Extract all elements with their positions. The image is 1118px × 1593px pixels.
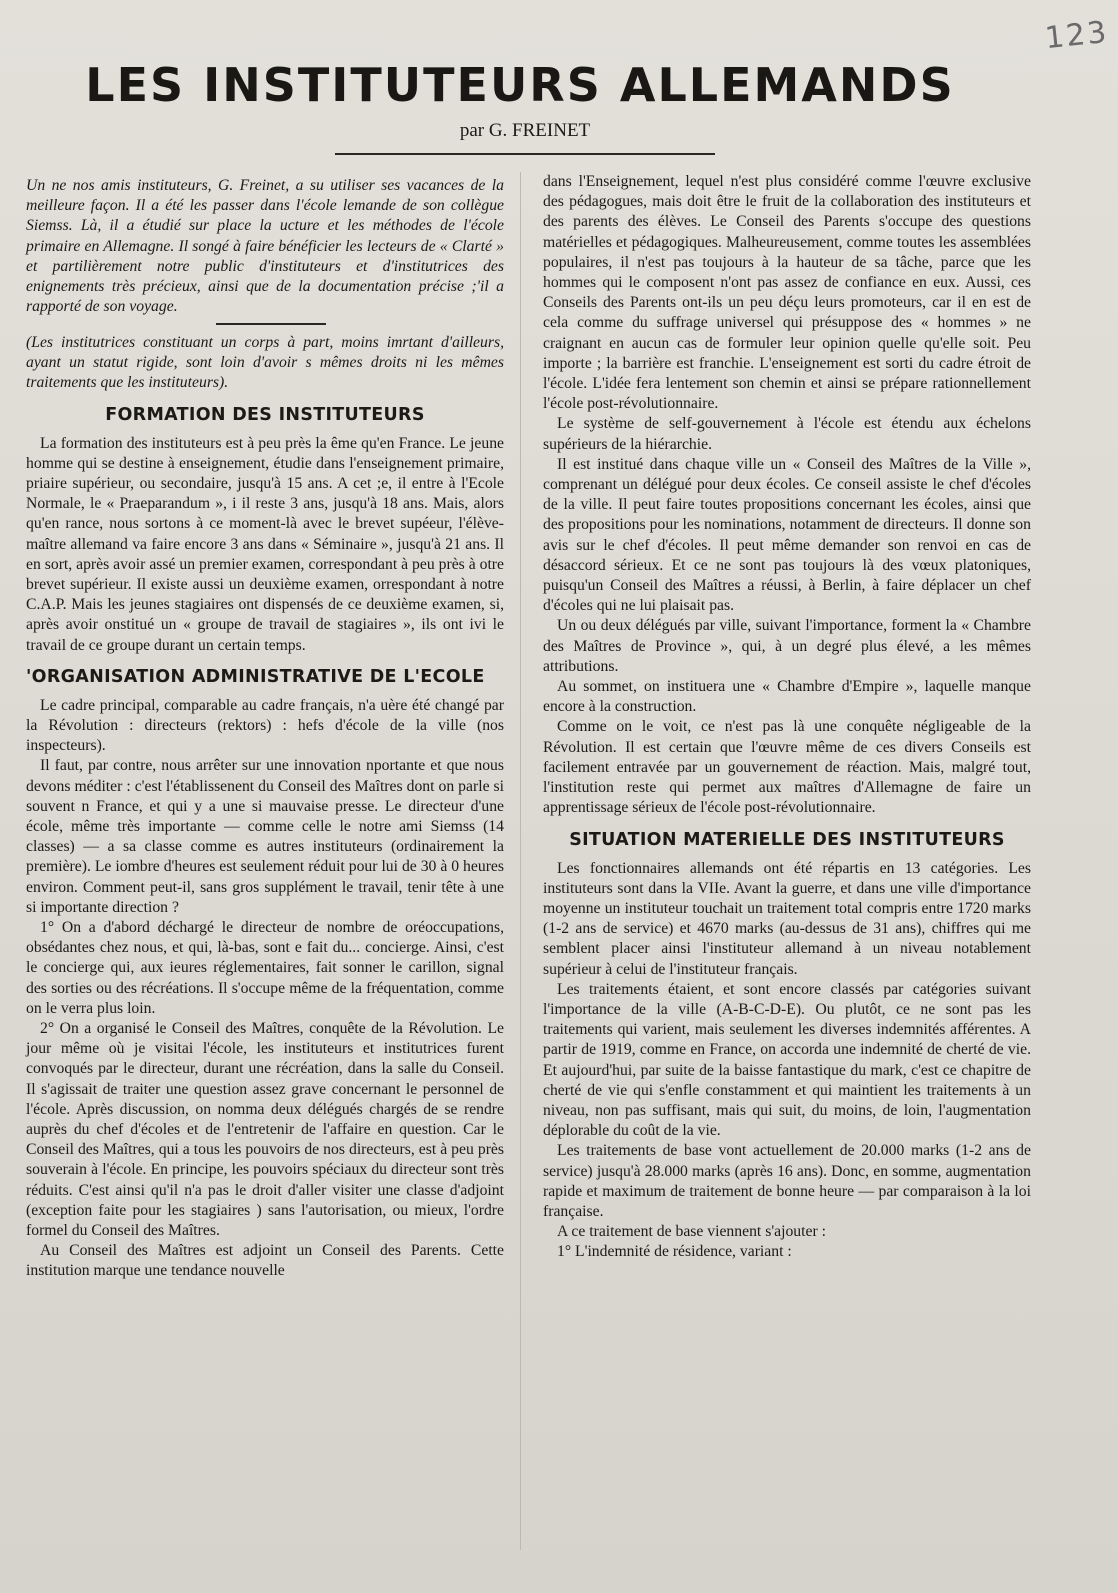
body-paragraph: Les fonctionnaires allemands ont été répartis en 13 catégories. Les instituteurs sont dans la VIIe. Avant la guerre, et dans une ville d'importance moyenne un instituteur touchait un traitement total compris entre 1720 marks (1-2 ans de service) et 4670 marks (au-dessus de 31 ans), chiffres qui me semblent placer ainsi l'instituteur allemand à un niveau notablement supérieur à celui de l'instituteur français. (543, 859, 1031, 978)
section-heading-formation: FORMATION DES INSTITUTEURS (105, 404, 425, 425)
intro-rule (216, 323, 326, 325)
byline-rule (335, 153, 715, 155)
body-paragraph: Au sommet, on instituera une « Chambre d'Empire », laquelle manque encore à la construction. (543, 678, 1031, 716)
body-paragraph: A ce traitement de base viennent s'ajouter : (557, 1223, 826, 1241)
intro-paragraph: Un ne nos amis instituteurs, G. Freinet, a su utiliser ses vacances de la meilleure façon. Il a été les passer dans l'école lemande de son collègue Siemss. Là, il a étudié sur place la ucture et les méthodes de l'école primaire en Allemagne. Il songé à faire bénéficier les lecteurs de « Clarté » et partilièrement notre public d'instituteurs et d'institutrices des enignements très précieux, ainsi que de la documentation précise ;'il a rapporté de son voyage. (26, 177, 504, 316)
body-paragraph: Les traitements de base vont actuellement de 20.000 marks (1-2 ans de service) jusqu'à 28.000 marks (après 16 ans). Donc, en somme, augmentation rapide et maximum de traitement de bonne heure — par comparaison à la loi française. (543, 1142, 1031, 1220)
body-paragraph: Il est institué dans chaque ville un « Conseil des Maîtres de la Ville », comprenant un délégué pour deux écoles. Ce conseil assiste le chef d'écoles de la ville. Il peut faire toutes propositions concernant les écoles, ainsi que des propositions pour les nominations, notamment de directeurs. Il donne son avis sur le chef d'écoles. Il peut même demander son renvoi en cas de désaccord sérieux. Et ce ne sont pas toujours là des vœux platoniques, puisqu'un Conseil des Maîtres a réussi, à Berlin, à faire déplacer un chef d'écoles qui ne lui plaisait pas. (543, 455, 1031, 615)
body-paragraph: 1° On a d'abord déchargé le directeur de nombre de oréoccupations, obsédantes chez nous, et qui, là-bas, sont e fait du... concierge. Ainsi, c'est le concierge qui, aux ieures réglementaires, fait sonner le carillon, signal des sorties ou des récréations. Il s'occupe même de la fréquentation, comme on le verra plus loin. (26, 919, 504, 1017)
body-paragraph: Un ou deux délégués par ville, suivant l'importance, forment la « Chambre des Maîtres de Province », qui, à un degré plus élevé, a les mêmes attributions. (543, 617, 1031, 675)
intro-note (26, 176, 504, 394)
right-column (543, 172, 1031, 1263)
intro-paragraph: (Les institutrices constituant un corps à part, moins imrtant d'ailleurs, ayant un statut rigide, sont loin d'avoir s mêmes droits ni les mêmes traitements que les instituteurs). (26, 333, 504, 392)
body-paragraph: 1° L'indemnité de résidence, variant : (557, 1243, 792, 1261)
body-paragraph: Au Conseil des Maîtres est adjoint un Conseil des Parents. Cette institution marque une tendance nouvelle (26, 1242, 504, 1280)
body-paragraph: 2° On a organisé le Conseil des Maîtres, conquête de la Révolution. Le jour même où je visitai l'école, les instituteurs et institutrices furent convoqués par le directeur, durant une récréation, dans la salle du Conseil. Il s'agissait de traiter une question assez grave concernant le personnel de l'école. Après discussion, on nomma deux délégués chargés de se rendre auprès du chef d'écoles et de l'entretenir de l'affaire en question. Car le Conseil des Maîtres, qui a tous les pouvoirs de nos directeurs, est à peu près souverain à l'école. En principe, les pouvoirs spéciaux du directeur sont très réduits. C'est ainsi qu'il n'a pas le droit d'aller visiter une classe d'adjoint (exception faite pour les stagiaires ) sans l'autorisation, ou mieux, l'ordre formel du Conseil des Maîtres. (26, 1020, 504, 1240)
left-column (26, 176, 504, 1282)
body-paragraph: dans l'Enseignement, lequel n'est plus considéré comme l'œuvre exclusive des pédagogues, mais doit être le fruit de la collaboration des instituteurs et des parents des élèves. Le Conseil des Parents s'occupe des questions matérielles et pédagogiques. Malheureusement, comme toutes les assemblées populaires, il n'est pas toujours à la hauteur de sa tâche, parce que les hommes qui le composent n'ont pas assez de confiance en eux. Aussi, ces Conseils des Parents ont-ils un peu déçu leurs promoteurs, car il en est de cela comme du suffrage universel qui présuppose des « hommes » ne craignant en aucun cas de formuler leur opinion quelle qu'elle soit. Peu importe ; la barrière est franchie. L'enseignement est sorti du cadre étroit de l'école. L'idée fera lentement son chemin et ainsi se prépare rationnellement l'école post-révolutionnaire. (543, 173, 1031, 413)
body-paragraph: Les traitements étaient, et sont encore classés par catégories suivant l'importance de la ville (A-B-C-D-E). Ou plutôt, ce ne sont pas les traitements qui varient, mais seulement les diverses indemnités afférentes. A partir de 1919, comme en France, on accorda une indemnité de cherté de vie. Et aujourd'hui, par suite de la baisse fantastique du mark, c'est ce chapitre de cherté de vie qui s'enfle constamment et qui maintient les traitements à un niveau, non pas suffisant, mais qui suit, du moins, de loin, l'augmentation déplorable du coût de la vie. (543, 980, 1031, 1140)
body-paragraph: Le système de self-gouvernement à l'école est étendu aux échelons supérieurs de la hiérarchie. (543, 415, 1031, 453)
article-byline: par G. FREINET (459, 120, 591, 141)
article-title: LES INSTITUTEURS ALLEMANDS (85, 58, 955, 112)
body-paragraph: Le cadre principal, comparable au cadre français, n'a uère été changé par la Révolution : directeurs (rektors) : hefs d'école de la ville (nos inspecteurs). (26, 696, 504, 755)
section-heading-situation: SITUATION MATERIELLE DES INSTITUTEURS (569, 829, 1005, 850)
page-number: 123 (1043, 14, 1110, 57)
section-heading-organisation: 'ORGANISATION ADMINISTRATIVE DE L'ECOLE (26, 666, 485, 687)
body-paragraph: Il faut, par contre, nous arrêter sur une innovation nportante et que nous devons méditer : c'est l'établissenent du Conseil des Maîtres dont on parle si souvent n France, et qui y a une si mauvaise presse. Le directeur d'une école, même très importante — comme celle le notre ami Siemss (14 classes) — a sa classe comme es autres instituteurs (ordinairement la première). Le iombre d'heures est seulement réduit pour lui de 30 à 0 heures environ. Comment peut-il, sans gros supplément le travail, tenir tête à une si importante direction ? (26, 757, 504, 916)
body-paragraph: La formation des instituteurs est à peu près la ême qu'en France. Le jeune homme qui se destine à enseignement, étudie dans l'enseignement primaire, priaire supérieur, ou secondaire, jusqu'à 15 ans. A cet ;e, il entre à l'Ecole Normale, le « Praeparandum », i il reste 3 ans, jusqu'à 18 ans. Mais, alors qu'en rance, nous sortons à ce moment-là avec le brevet supéeur, l'élève-maître allemand va faire encore 3 ans dans « Séminaire », jusqu'à 21 ans. Il en sort, après avoir assé un premier examen, correspondant à peu près à otre brevet supérieur. Il existe aussi un deuxième examen, orrespondant à notre C.A.P. Mais les jeunes stagiaires ont dispensés de ce deuxième examen, si, après avoir onstitué un « groupe de travail de stagiaires », ils ont ivi le travail de ce groupe durant un certain temps. (26, 434, 504, 654)
body-paragraph: Comme on le voit, ce n'est pas là une conquête négligeable de la Révolution. Il est certain que l'œuvre même de ces divers Conseils est facilement entravée par un gouvernement de réaction. Mais, malgré tout, l'institution reste qui permet aux maîtres d'Allemagne de faire un apprentissage sérieux de l'école post-révolutionnaire. (543, 718, 1031, 817)
column-divider (520, 172, 521, 1550)
